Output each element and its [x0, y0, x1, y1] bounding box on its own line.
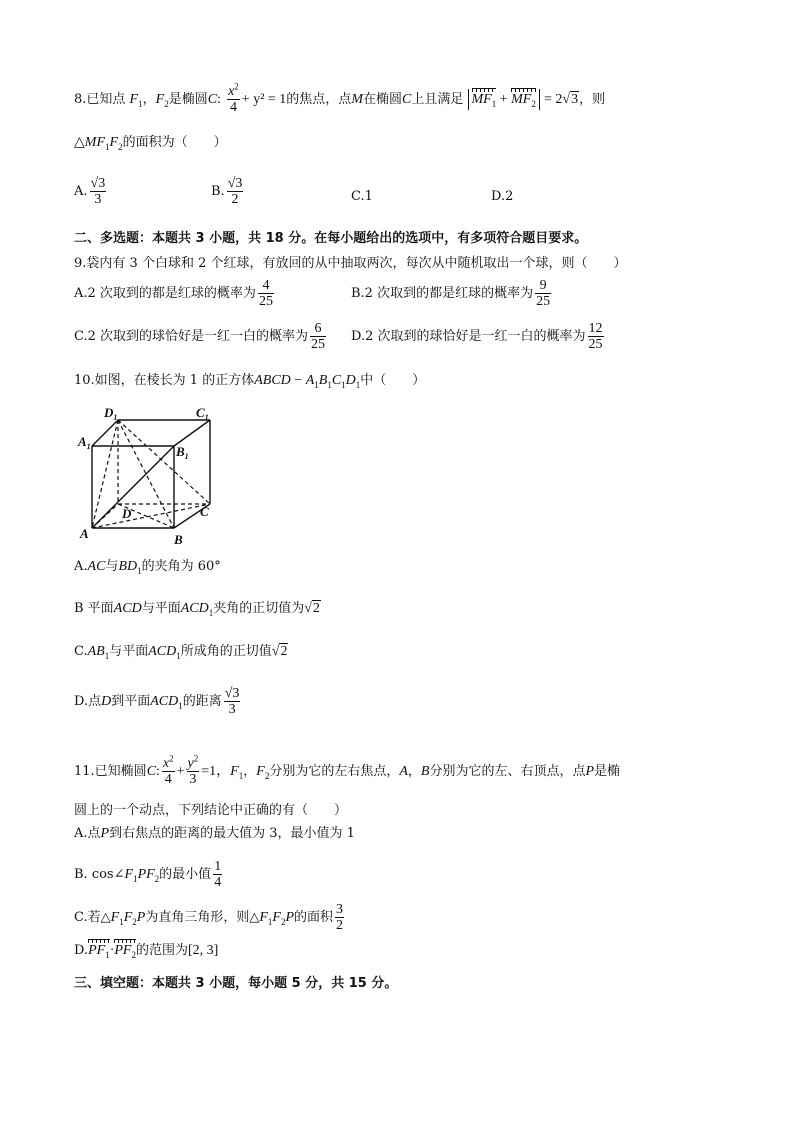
q11-option-a: A.点P到右焦点的距离的最大值为 3，最小值为 1	[74, 826, 355, 841]
section-heading-fill-in: 三、填空题：本题共 3 小题，每小题 5 分，共 15 分。	[74, 976, 398, 991]
q11-option-d: $D.PF_1\cdot PF_2$的范围为[2, 3]	[74, 943, 219, 960]
q9-option-b: B.2 次取到的都是红球的概率为 $\frac{9}{25}$	[351, 278, 551, 309]
q8-stem-line2: $\triangle MF_1F_2$的面积为（ ）	[74, 135, 227, 152]
q11-option-b: B. $\cos\angle F_1PF_2$的最小值 $\frac{1}{4}$	[74, 859, 222, 890]
q9-stem: 9.袋内有 3 个白球和 2 个红球，有放回的从中抽取两次，每次从中随机取出一个球，则（ ）	[74, 256, 627, 271]
q11-stem-line2: 圆上的一个动点，下列结论中正确的有（ ）	[74, 803, 348, 818]
q10-option-b: B 平面ACD与平面$ACD_1$夹角的正切值为√2	[74, 601, 320, 618]
q9-option-c: C.2 次取到的球恰好是一红一白的概率为 $\frac{6}{25}$	[74, 321, 326, 352]
diagonal-ab1	[92, 446, 174, 528]
label-b1: $B_1$	[176, 444, 189, 461]
q9-option-d: D.2 次取到的球恰好是一红一白的概率为 $\frac{12}{25}$	[351, 321, 603, 352]
q10-option-d: D.点D到平面$ACD_1$的距离 $\frac{√3}{3}$	[74, 686, 240, 717]
label-b: B	[174, 532, 183, 546]
q10-option-c: $C.AB_1$与平面$ACD_1$所成角的正切值√2	[74, 644, 288, 661]
q11-option-c: C.若$\triangle F_1F_2P$为直角三角形，则$\triangle F_1F_2P$的面积 $\frac{3}{2}$	[74, 902, 344, 933]
section-heading-multiple-choice: 二、多选题：本题共 3 小题，共 18 分。在每小题给出的选项中，有多项符合题目要求。	[74, 231, 588, 246]
ellipse-fraction: $\frac{x^2}{4}$	[228, 81, 239, 115]
q8-option-b: B. $\frac{√3}{2}$	[211, 176, 243, 207]
edge-a1d1	[92, 420, 118, 446]
q8-option-a: A. $\frac{√3}{3}$	[74, 176, 106, 207]
label-d1: $D_1$	[104, 405, 118, 422]
q10-stem: 10.如图，在棱长为 1 的正方体ABCD − $A_1B_1C_1D_1$中（ ）	[74, 373, 426, 390]
q10-option-a: A.AC与$BD_1$的夹角为 60°	[74, 559, 221, 576]
label-d: D	[122, 506, 132, 521]
label-c1: $C_1$	[196, 405, 209, 422]
label-a: A	[80, 526, 89, 541]
line-d1a-hidden	[92, 420, 118, 528]
vector-sum-abs: $MF_1 + MF_2$	[468, 89, 540, 110]
q8-option-d: D.2	[491, 189, 514, 204]
q9-option-a: A.2 次取到的都是红球的概率为 $\frac{4}{25}$	[74, 278, 273, 309]
q8-stem: 8.已知点 $F_1$，$F_2$是椭圆C: $\frac{x^2}{4}$ + y² = 1的焦点，点M在椭圆C上且满足 $MF_1 + MF_2 = 2√3$，则	[74, 81, 606, 115]
cube-figure	[74, 404, 224, 546]
label-c: C	[200, 504, 209, 519]
q8-option-c: C.1	[351, 189, 373, 204]
label-a1: $A_1$	[78, 434, 91, 451]
q11-stem: 11.已知椭圆C: $\frac{x^2}{4}$ + $\frac{y^2}{3}$ =1，$F_1$，$F_2$分别为它的左右焦点，A，B分别为它的左、右顶点，点P是椭	[74, 753, 621, 787]
edge-b1c1	[174, 420, 210, 446]
line-d1c-hidden	[118, 420, 210, 504]
